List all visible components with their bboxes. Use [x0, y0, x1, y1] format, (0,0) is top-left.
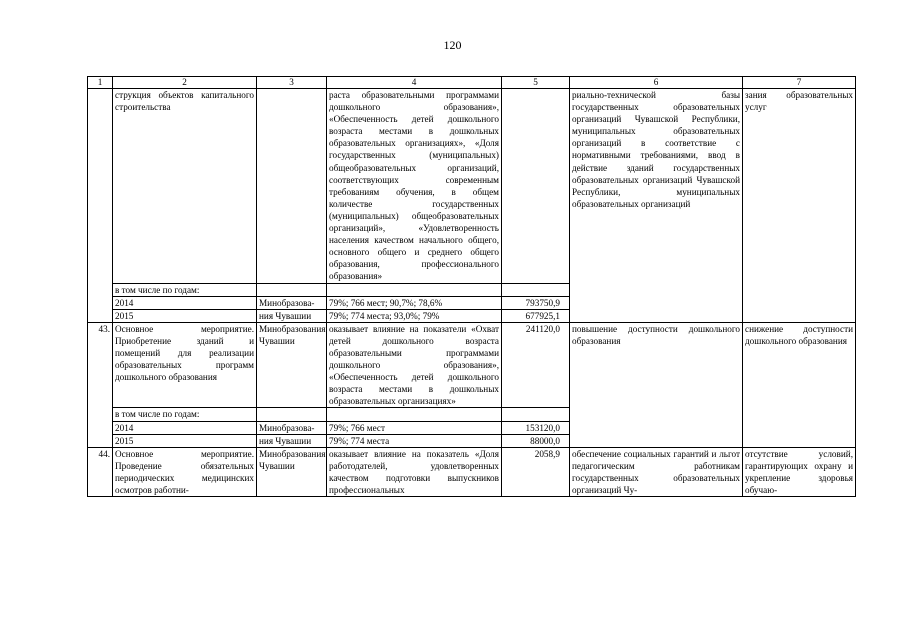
consequence-cell: снижение доступности дошкольного образования	[743, 322, 856, 447]
indicators-cell: раста образовательными программами дошкольного образования», «Обеспеченность детей дошкольного возраста местами в дошкольных образовательных организациях», «Доля государственных (муниципальных) общеобразовательных организаций, соответствующих современным требованиям обучения, в общем количестве государственных (муниципальных) общеобразовательных организаций», «Удовлетворенность населения качеством начального общего, основного общего и среднего общего образования, профессионального образования»	[327, 89, 502, 284]
year-cell: 2014	[113, 421, 257, 434]
amount-cell	[502, 408, 570, 421]
amount-cell	[502, 89, 570, 284]
header-cell: 2	[113, 77, 257, 89]
measure-cell: Основное мероприятие. Приобретение зданий и помещений для реализации образовательных программ дошкольного образования	[113, 322, 257, 408]
consequence-cell: отсутствие условий, гарантирующих охрану и укрепление здоровья обучаю-	[743, 447, 856, 496]
indicators-cell	[327, 408, 502, 421]
table-row	[88, 447, 856, 496]
amount-cell: 793750,9	[502, 296, 570, 309]
header-cell: 1	[88, 77, 113, 89]
header-cell: 7	[743, 77, 856, 89]
amount-cell: 241120,0	[502, 322, 570, 408]
executor-cell	[257, 283, 327, 296]
row-number-cell	[88, 309, 113, 322]
row-number-cell: 43.	[88, 322, 113, 408]
result-cell: повышение доступности дошкольного образования	[570, 322, 743, 447]
years-label: в том числе по годам:	[113, 283, 257, 296]
executor-cell	[257, 408, 327, 421]
page-number: 120	[443, 38, 462, 52]
indicators-cell: оказывает влияние на показатели «Охват детей дошкольного возраста образовательными программами дошкольного образования», «Обеспеченность детей дошкольного возраста местами в дошкольных образовательных организациях»	[327, 322, 502, 408]
row-number-cell: 44.	[88, 447, 113, 496]
year-cell: 2015	[113, 434, 257, 447]
executor-cell: Минобразова-	[257, 421, 327, 434]
row-number-cell	[88, 408, 113, 421]
row-number-cell	[88, 421, 113, 434]
row-number-cell	[88, 434, 113, 447]
executor-cell	[257, 89, 327, 284]
result-cell: обеспечение социальных гарантий и льгот педагогическим работникам государственных образовательных организаций Чу-	[570, 447, 743, 496]
measures-table	[87, 76, 856, 497]
result-cell: риально-технической базы государственных образовательных организаций Чувашской Республики, муниципальных образовательных организаций в соответствие с нормативными требованиями, ввод в действие зданий государственных образовательных организаций Чувашской Республики, муниципальных образовательных организаций	[570, 89, 743, 323]
year-cell: 2014	[113, 296, 257, 309]
years-label: в том числе по годам:	[113, 408, 257, 421]
consequence-cell: зания образовательных услуг	[743, 89, 856, 323]
row-number-cell	[88, 89, 113, 284]
executor-cell: Минобразования Чувашии	[257, 322, 327, 408]
executor-cell: ния Чувашии	[257, 309, 327, 322]
measure-cell: струкция объектов капитального строительства	[113, 89, 257, 284]
amount-cell: 2058,9	[502, 447, 570, 496]
header-cell: 6	[570, 77, 743, 89]
measure-cell: Основное мероприятие. Проведение обязательных периодических медицинских осмотров работни-	[113, 447, 257, 496]
indicators-cell: оказывает влияние на показатель «Доля работодателей, удовлетворенных качеством подготовки выпускников профессиональных	[327, 447, 502, 496]
indicators-cell	[327, 283, 502, 296]
amount-cell: 88000,0	[502, 434, 570, 447]
table-row	[88, 322, 856, 408]
header-cell: 3	[257, 77, 327, 89]
header-cell: 4	[327, 77, 502, 89]
executor-cell: ния Чувашии	[257, 434, 327, 447]
indicators-cell: 79%; 774 места	[327, 434, 502, 447]
row-number-cell	[88, 283, 113, 296]
executor-cell: Минобразова-	[257, 296, 327, 309]
amount-cell	[502, 283, 570, 296]
header-row	[88, 77, 856, 89]
header-cell: 5	[502, 77, 570, 89]
row-number-cell	[88, 296, 113, 309]
indicators-cell: 79%; 774 места; 93,0%; 79%	[327, 309, 502, 322]
amount-cell: 677925,1	[502, 309, 570, 322]
amount-cell: 153120,0	[502, 421, 570, 434]
executor-cell: Минобразования Чувашии	[257, 447, 327, 496]
indicators-cell: 79%; 766 мест	[327, 421, 502, 434]
indicators-cell: 79%; 766 мест; 90,7%; 78,6%	[327, 296, 502, 309]
table-row	[88, 89, 856, 284]
year-cell: 2015	[113, 309, 257, 322]
